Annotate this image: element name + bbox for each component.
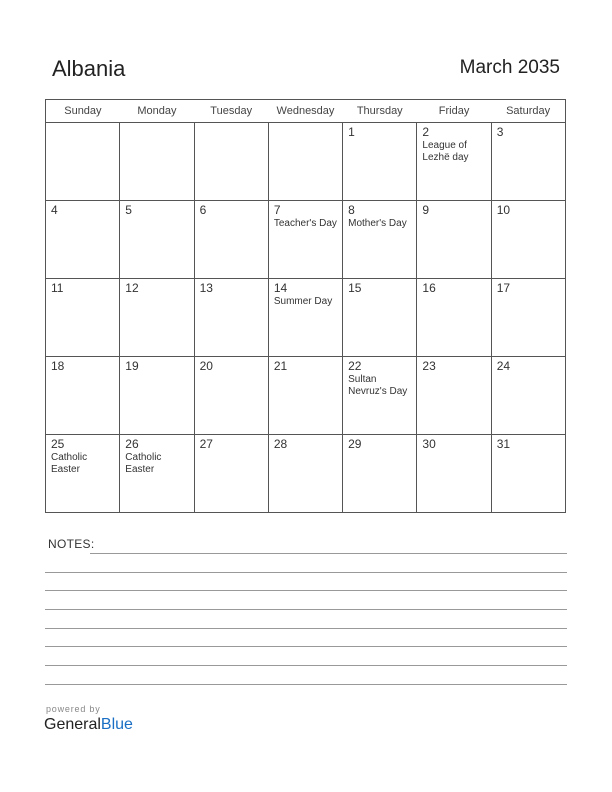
brand-general-text: General: [44, 716, 101, 733]
day-number: 25: [51, 437, 65, 451]
day-cell: [46, 357, 120, 435]
day-cell: [194, 201, 268, 279]
day-cell: [491, 435, 565, 513]
week-row-5: [46, 435, 566, 513]
day-number: 21: [273, 359, 288, 373]
day-cell: [491, 279, 565, 357]
calendar-grid: [45, 99, 566, 513]
day-cell: [46, 279, 120, 357]
note-line: [45, 609, 567, 610]
day-cell: [343, 357, 417, 435]
day-cell: [417, 357, 491, 435]
week-row-2: [46, 201, 566, 279]
day-cell: [268, 201, 342, 279]
notes-label: NOTES:: [48, 537, 95, 551]
weekday-sunday: Sunday: [46, 100, 120, 123]
day-number: 11: [51, 281, 64, 295]
day-number: 7: [273, 203, 281, 217]
note-line: [45, 628, 567, 629]
day-number: 24: [496, 359, 511, 373]
day-cell: [46, 123, 120, 201]
day-number: 1: [348, 125, 355, 139]
holiday-label: Catholic Easter: [51, 452, 88, 475]
day-number: 13: [199, 281, 213, 295]
month-year-title: March 2035: [459, 57, 560, 78]
day-cell: [194, 357, 268, 435]
day-cell: [268, 123, 342, 201]
day-number: 27: [199, 437, 213, 451]
day-cell: [46, 201, 120, 279]
day-cell: [120, 123, 194, 201]
day-number: 18: [51, 359, 65, 373]
country-title: Albania: [52, 56, 126, 81]
day-cell: [343, 123, 417, 201]
holiday-label: Catholic Easter: [125, 452, 162, 475]
day-number: 5: [125, 203, 132, 217]
day-cell: [194, 435, 268, 513]
note-line: [45, 665, 567, 666]
day-number: 19: [125, 359, 139, 373]
day-number: 20: [199, 359, 213, 373]
day-number: 14: [273, 281, 288, 295]
day-number: 15: [348, 281, 362, 295]
day-number: 2: [422, 125, 430, 139]
weekday-monday: Monday: [120, 100, 194, 123]
day-cell: [343, 435, 417, 513]
note-line: [45, 684, 567, 685]
day-number: 8: [348, 203, 355, 217]
brand-blue-text: Blue: [100, 716, 133, 733]
day-cell: [120, 435, 194, 513]
holiday-label: Summer Day: [273, 296, 333, 307]
day-cell: [46, 435, 120, 513]
holiday-label: Mother's Day: [348, 218, 407, 229]
holiday-label: League of Lezhë day: [422, 140, 469, 163]
day-number: 26: [125, 437, 139, 451]
day-number: 16: [422, 281, 436, 295]
day-number: 3: [496, 125, 504, 139]
day-number: 9: [422, 203, 430, 217]
weekday-thursday: Thursday: [343, 100, 417, 123]
day-cell: [491, 201, 565, 279]
day-cell: [417, 435, 491, 513]
day-number: 4: [51, 203, 58, 217]
holiday-label: Sultan Nevruz's Day: [348, 374, 408, 397]
note-line: [90, 553, 567, 554]
day-cell: [120, 201, 194, 279]
day-cell: [417, 279, 491, 357]
note-line: [45, 572, 567, 573]
day-number: 10: [496, 203, 511, 217]
weekday-header-row: [46, 100, 566, 123]
week-row-3: [46, 279, 566, 357]
week-row-1: [46, 123, 566, 201]
day-cell: [343, 279, 417, 357]
powered-by-label: powered by: [46, 704, 101, 714]
week-row-4: [46, 357, 566, 435]
note-line: [45, 646, 567, 647]
day-cell: [343, 201, 417, 279]
day-cell: [417, 201, 491, 279]
day-cell: [268, 357, 342, 435]
weekday-friday: Friday: [417, 100, 491, 123]
day-cell: [491, 357, 565, 435]
weekday-saturday: Saturday: [491, 100, 565, 123]
day-number: 17: [496, 281, 511, 295]
day-cell: [417, 123, 491, 201]
day-number: 12: [125, 281, 139, 295]
day-number: 22: [348, 359, 362, 373]
weekday-tuesday: Tuesday: [194, 100, 268, 123]
day-cell: [120, 279, 194, 357]
day-cell: [194, 279, 268, 357]
day-cell: [120, 357, 194, 435]
generalblue-logo: [44, 716, 133, 734]
day-number: 28: [273, 437, 288, 451]
day-cell: [268, 435, 342, 513]
day-number: 30: [422, 437, 436, 451]
day-number: 23: [422, 359, 436, 373]
day-number: 29: [348, 437, 362, 451]
holiday-label: Teacher's Day: [273, 218, 337, 229]
day-number: 6: [199, 203, 207, 217]
day-cell: [268, 279, 342, 357]
weekday-wednesday: Wednesday: [268, 100, 342, 123]
day-cell: [491, 123, 565, 201]
note-line: [45, 590, 567, 591]
day-cell: [194, 123, 268, 201]
day-number: 31: [496, 437, 511, 451]
